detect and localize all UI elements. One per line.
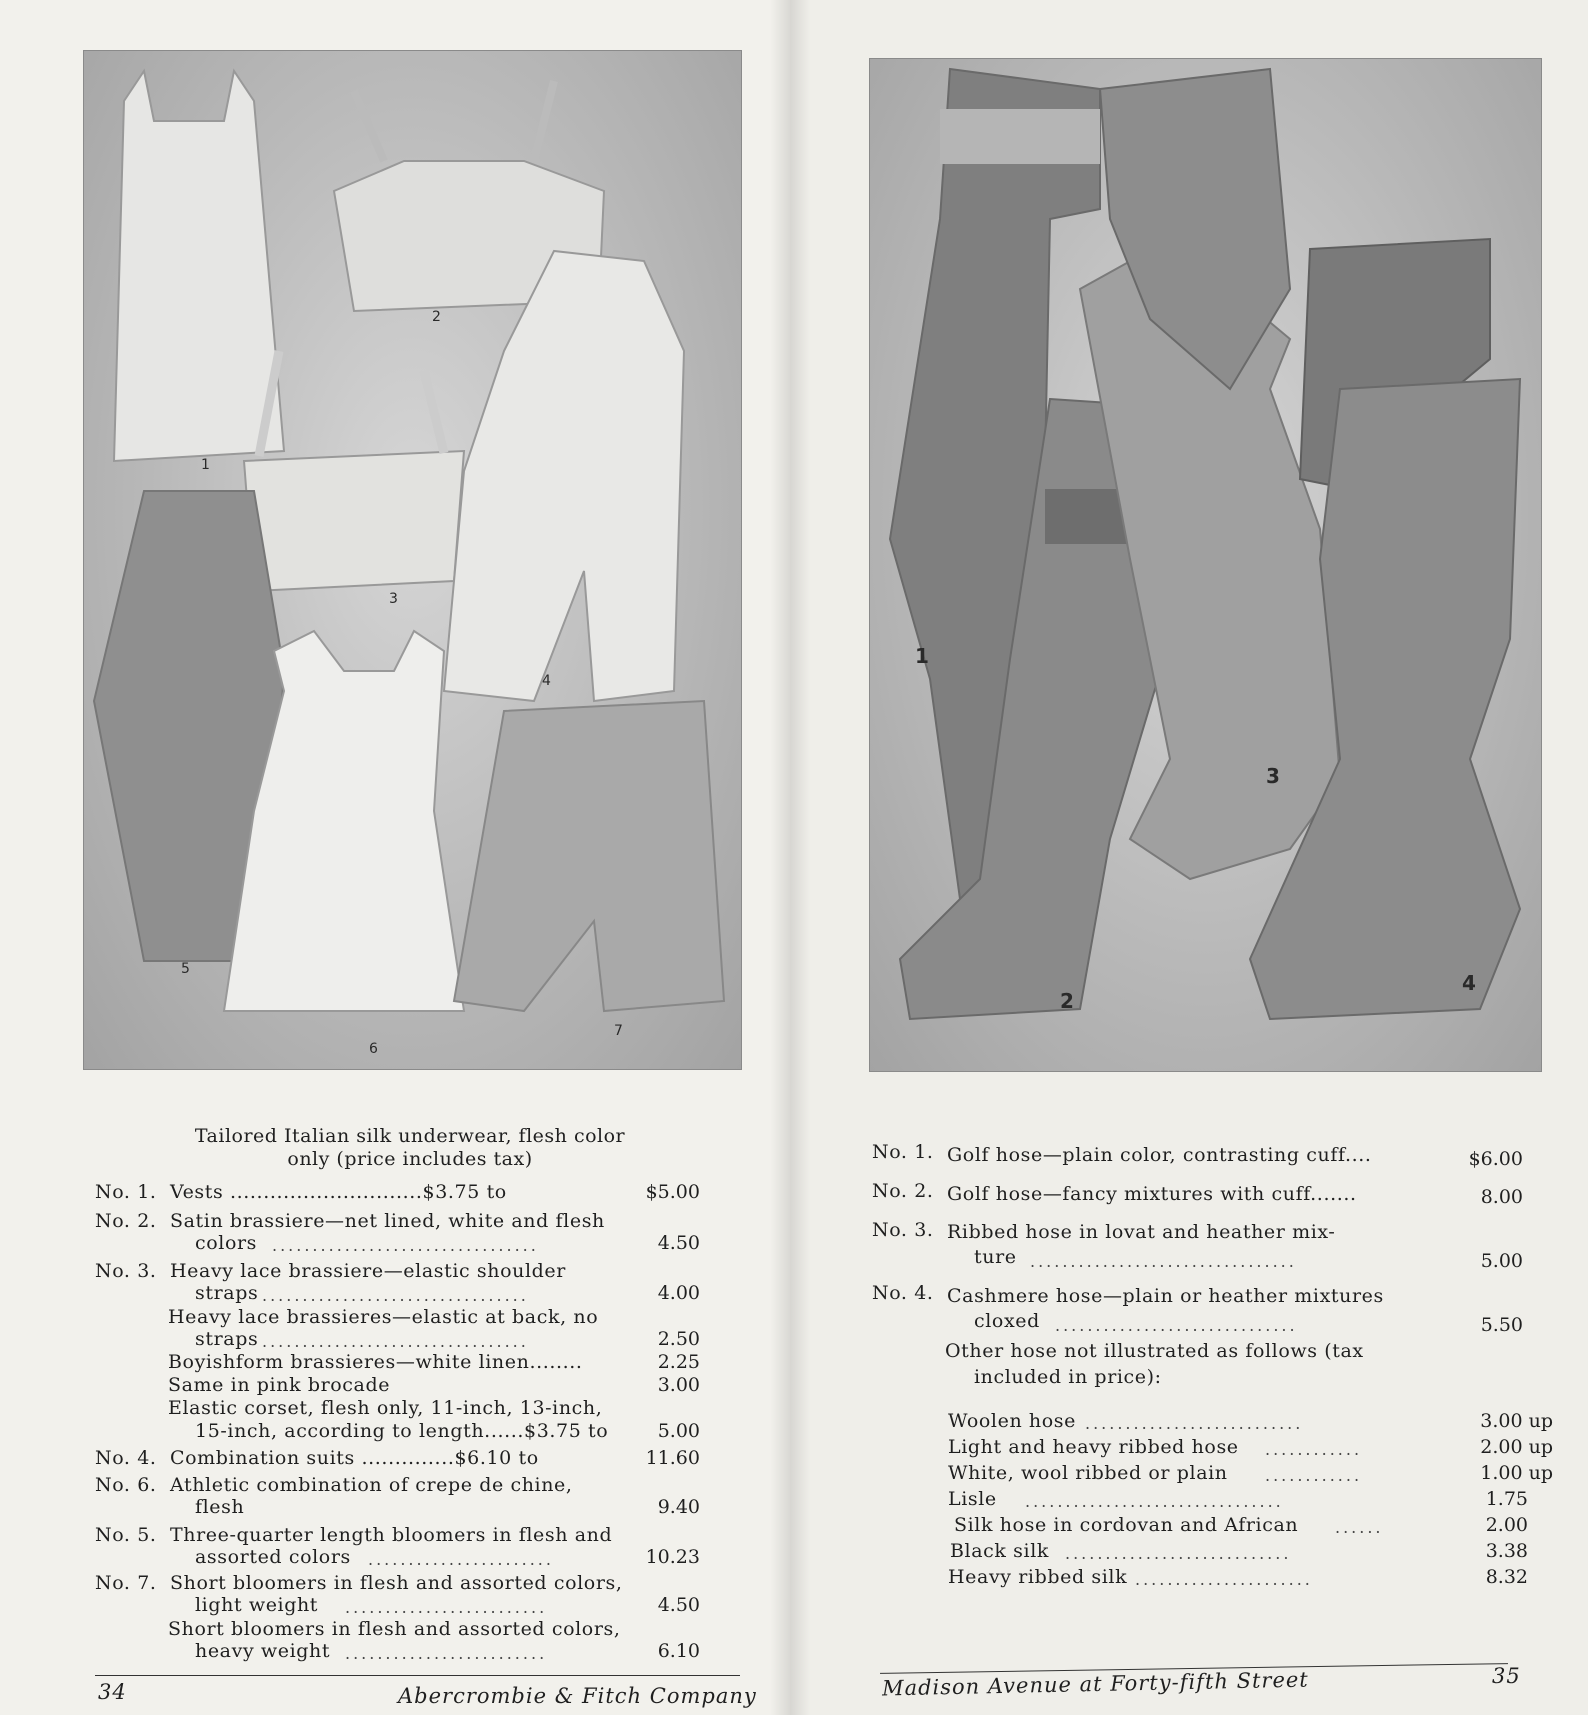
item-price: 5.00	[1480, 1250, 1523, 1272]
dot-leader: ............................	[1065, 1544, 1292, 1563]
dot-leader: ............	[1265, 1440, 1363, 1459]
item-line: Combination suits ..............$6.10 to	[170, 1447, 539, 1469]
other-hose-intro-1: Other hose not illustrated as follows (tax	[945, 1340, 1364, 1362]
item-price: 4.50	[657, 1232, 700, 1254]
short-bloomers-garment	[454, 701, 724, 1011]
item-line: flesh	[195, 1496, 245, 1518]
dot-leader: .................................	[1030, 1252, 1297, 1271]
item-price: 4.00	[657, 1282, 700, 1304]
figure-number-7: 7	[614, 1023, 623, 1039]
item-price: 3.00	[657, 1374, 700, 1396]
figure-number-3: 3	[1266, 764, 1280, 788]
item-line: Heavy lace brassiere—elastic shoulder	[170, 1260, 566, 1282]
caption	[140, 1125, 680, 1171]
item-line: Vests .............................$3.75 to	[170, 1181, 507, 1203]
item-price: 2.25	[657, 1351, 700, 1373]
item-line: Golf hose—fancy mixtures with cuff.......	[947, 1183, 1357, 1205]
item-line: straps	[195, 1328, 259, 1350]
item-line: cloxed	[974, 1310, 1040, 1332]
item-price: $5.00	[645, 1181, 700, 1203]
item-price: 5.00	[657, 1420, 700, 1442]
caption-line-2: only (price includes tax)	[287, 1148, 533, 1170]
item-line: light weight	[195, 1594, 319, 1616]
left-page	[0, 0, 790, 1715]
item-no: No. 2.	[95, 1210, 157, 1232]
item-price: 9.40	[657, 1496, 700, 1518]
item-line: Ribbed hose in lovat and heather mix-	[947, 1221, 1336, 1243]
dot-leader: ............	[1265, 1466, 1363, 1485]
vest-garment	[114, 71, 284, 461]
hose-illustration	[870, 59, 1541, 1071]
figure-number-6: 6	[369, 1041, 378, 1057]
item-line: ture	[974, 1246, 1017, 1268]
footer-address: Madison Avenue at Forty-fifth Street	[881, 1667, 1309, 1701]
item-line: Golf hose—plain color, contrasting cuff....	[947, 1144, 1372, 1166]
footer-rule	[95, 1675, 740, 1676]
item-no: No. 5.	[95, 1524, 157, 1546]
right-page	[790, 0, 1588, 1715]
other-hose-price: 3.38	[1485, 1540, 1528, 1562]
item-line: straps	[195, 1282, 259, 1304]
page-number-right: 35	[1492, 1664, 1521, 1688]
item-line: Satin brassiere—net lined, white and flesh	[170, 1210, 605, 1232]
item-no: No. 4.	[95, 1447, 157, 1469]
item-line: Boyishform brassieres—white linen........	[168, 1351, 583, 1373]
dot-leader: ......	[1335, 1518, 1384, 1537]
item-price: 10.23	[645, 1546, 700, 1568]
item-no: No. 4.	[872, 1282, 934, 1304]
other-hose-label: Silk hose in cordovan and African	[954, 1514, 1299, 1536]
figure-number-2: 2	[1060, 989, 1074, 1013]
item-no: No. 3.	[95, 1260, 157, 1282]
item-price: 6.10	[657, 1640, 700, 1662]
item-no: No. 3.	[872, 1219, 934, 1241]
figure-number-1: 1	[201, 457, 210, 473]
page-number-left: 34	[98, 1680, 127, 1704]
other-hose-label: Woolen hose	[948, 1410, 1076, 1432]
item-line: Same in pink brocade	[168, 1374, 391, 1396]
item-no: No. 2.	[872, 1180, 934, 1202]
caption-line-1: Tailored Italian silk underwear, flesh color	[194, 1125, 626, 1147]
dot-leader: .................................	[272, 1236, 539, 1255]
other-hose-price: 3.00 up	[1480, 1410, 1553, 1432]
dot-leader: .........................	[345, 1598, 548, 1617]
other-hose-intro-2: included in price):	[974, 1366, 1162, 1388]
item-line: assorted colors	[195, 1546, 351, 1568]
item-price: 8.00	[1480, 1186, 1523, 1208]
hose-photo	[869, 58, 1542, 1072]
dot-leader: .................................	[262, 1332, 529, 1351]
item-line: Athletic combination of crepe de chine,	[170, 1474, 573, 1496]
item-line: Cashmere hose—plain or heather mixtures	[947, 1285, 1384, 1307]
item-line: Heavy lace brassieres—elastic at back, no	[168, 1306, 599, 1328]
item-no: No. 6.	[95, 1474, 157, 1496]
dot-leader: .........................	[345, 1644, 548, 1663]
dot-leader: ..............................	[1055, 1316, 1298, 1335]
item-price: $6.00	[1468, 1148, 1523, 1170]
item-line: Short bloomers in flesh and assorted colors,	[170, 1572, 623, 1594]
lace-brassiere-garment	[244, 451, 464, 591]
combination-suit-garment	[444, 251, 684, 701]
figure-number-1: 1	[915, 644, 929, 668]
other-hose-price: 2.00 up	[1480, 1436, 1553, 1458]
dot-leader: .......................	[368, 1550, 554, 1569]
other-hose-price: 1.00 up	[1480, 1462, 1553, 1484]
other-hose-label: Heavy ribbed silk	[948, 1566, 1128, 1588]
dot-leader: ......................	[1135, 1570, 1313, 1589]
item-line: colors	[195, 1232, 258, 1254]
other-hose-price: 2.00	[1485, 1514, 1528, 1536]
other-hose-price: 1.75	[1485, 1488, 1528, 1510]
figure-number-2: 2	[432, 309, 441, 325]
item-line: Elastic corset, flesh only, 11-inch, 13-inch,	[168, 1397, 603, 1419]
other-hose-price: 8.32	[1485, 1566, 1528, 1588]
other-hose-label: White, wool ribbed or plain	[948, 1462, 1228, 1484]
item-no: No. 1.	[872, 1141, 934, 1163]
footer-company: Abercrombie & Fitch Company	[398, 1684, 757, 1708]
figure-number-5: 5	[181, 961, 190, 977]
item-price: 2.50	[657, 1328, 700, 1350]
other-hose-label: Lisle	[948, 1488, 997, 1510]
underwear-illustration	[84, 51, 741, 1069]
figure-number-4: 4	[542, 673, 551, 689]
item-no: No. 7.	[95, 1572, 157, 1594]
figure-number-3: 3	[389, 591, 398, 607]
item-line: Three-quarter length bloomers in flesh and	[170, 1524, 613, 1546]
item-line: 15-inch, according to length......$3.75 to	[195, 1420, 609, 1442]
dot-leader: ...........................	[1085, 1414, 1304, 1433]
other-hose-label: Black silk	[950, 1540, 1049, 1562]
item-line: Short bloomers in flesh and assorted colors,	[168, 1618, 621, 1640]
item-price: 4.50	[657, 1594, 700, 1616]
dot-leader: .................................	[262, 1286, 529, 1305]
book-gutter	[770, 0, 810, 1715]
figure-number-4: 4	[1462, 971, 1476, 995]
underwear-photo	[83, 50, 742, 1070]
item-no: No. 1.	[95, 1181, 157, 1203]
other-hose-label: Light and heavy ribbed hose	[948, 1436, 1239, 1458]
item-line: heavy weight	[195, 1640, 331, 1662]
item-price: 11.60	[645, 1447, 700, 1469]
dot-leader: ................................	[1025, 1492, 1284, 1511]
item-price: 5.50	[1480, 1314, 1523, 1336]
